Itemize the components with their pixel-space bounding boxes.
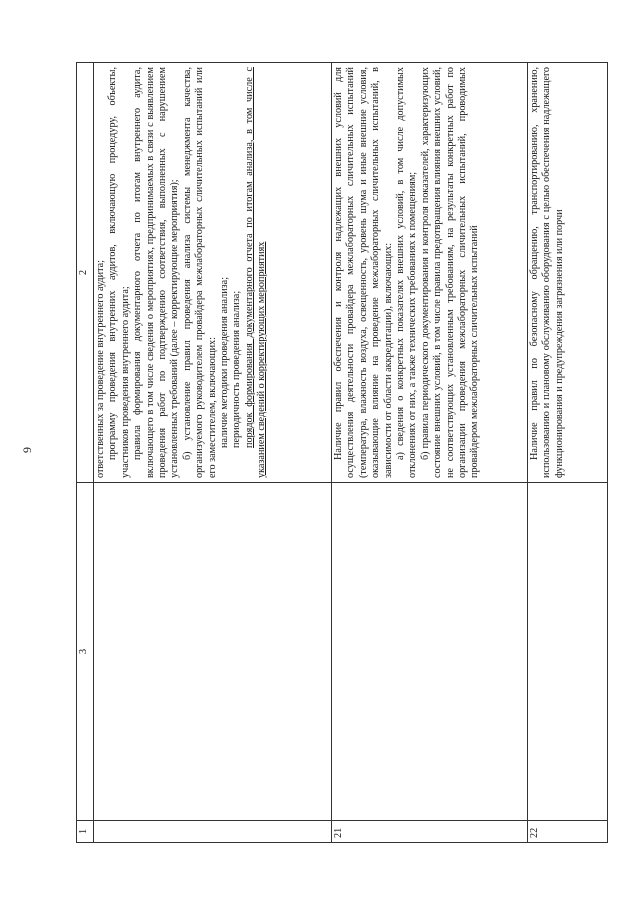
text-line: порядок формирования документарного отчета по итогам анализа, в том числе с указанием сведений о корректирующих мероприятиях	[243, 67, 268, 478]
header-col-3: 3	[77, 483, 94, 821]
text-line: правила формирования документарного отчета по итогам внутреннего аудита, включающего в том числе сведения о мероприятиях, предпринимаемых в связи с выявлением проведения работ по подтверждению соответствия, выполненных с нарушением установленных требований (далее – корректирующие мероприятия);	[132, 67, 181, 478]
header-col-2: 2	[77, 63, 94, 483]
header-col-1: 1	[77, 821, 94, 843]
requirement-text	[528, 63, 608, 483]
table-row	[332, 63, 528, 843]
text-line: Наличие правил по безопасному обращению, транспортированию, хранению, использованию и плановому обслуживанию оборудования с целью обеспечения надлежащего функционирования и предупреждения загрязнения или порчи	[529, 67, 565, 478]
result-cell-empty	[528, 483, 608, 821]
requirements-table	[76, 62, 608, 843]
row-number: 22	[528, 821, 608, 843]
text-line: а) сведения о конкретных показателях внешних условий, в том числе допустимых отклонениях от них, а также технических требованиях к помещениям;	[395, 67, 419, 478]
requirement-text	[332, 63, 528, 483]
text-line: Наличие правил обеспечения и контроля надлежащих внешних условий для осуществления деятельности провайдера межлабораторных сличительных испытаний (температура, влажность воздуха, освещенность, уровень шума и иные внешние условия, оказывающие влияние на проведение межлабораторных сличительных испытаний, в зависимости от области аккредитации), включающих:	[333, 67, 394, 478]
table-header-row	[77, 63, 94, 843]
text-line: наличие методики проведения анализа;	[219, 276, 231, 448]
table-row	[94, 63, 332, 843]
result-cell-empty	[332, 483, 528, 821]
text-line: б) правила периодического документирования и контроля показателей, характеризующих состояние внешних условий, в том числе правила предотвращения влияния внешних условий, не соответствующих установленным требованиям, на результаты конкретных работ по организации проведения межлабораторных сличительных испытаний, проводимых провайдером межлабораторных сличительных испытаний	[419, 67, 481, 478]
rotated-table-frame	[20, 63, 596, 843]
text-line: программу проведения внутренних аудитов, включающую процедуру, объекты, участников проведения внутреннего аудита;	[107, 67, 131, 478]
row-number: 21	[332, 821, 528, 843]
page-number: 9	[20, 447, 34, 453]
text-line: ответственных за проведение внутреннего аудита;	[95, 260, 106, 478]
requirement-text-continuation	[94, 63, 332, 483]
table-row	[528, 63, 608, 843]
result-cell-empty	[94, 483, 332, 821]
text-line: б) установление правил проведения анализа системы менеджмента качества, организуемого руководителем провайдера межлабораторных сличительных испытаний или его заместителем, включающих:	[181, 67, 218, 478]
text-line: периодичность проведения анализа;	[231, 290, 243, 448]
row-number-empty	[94, 821, 332, 843]
